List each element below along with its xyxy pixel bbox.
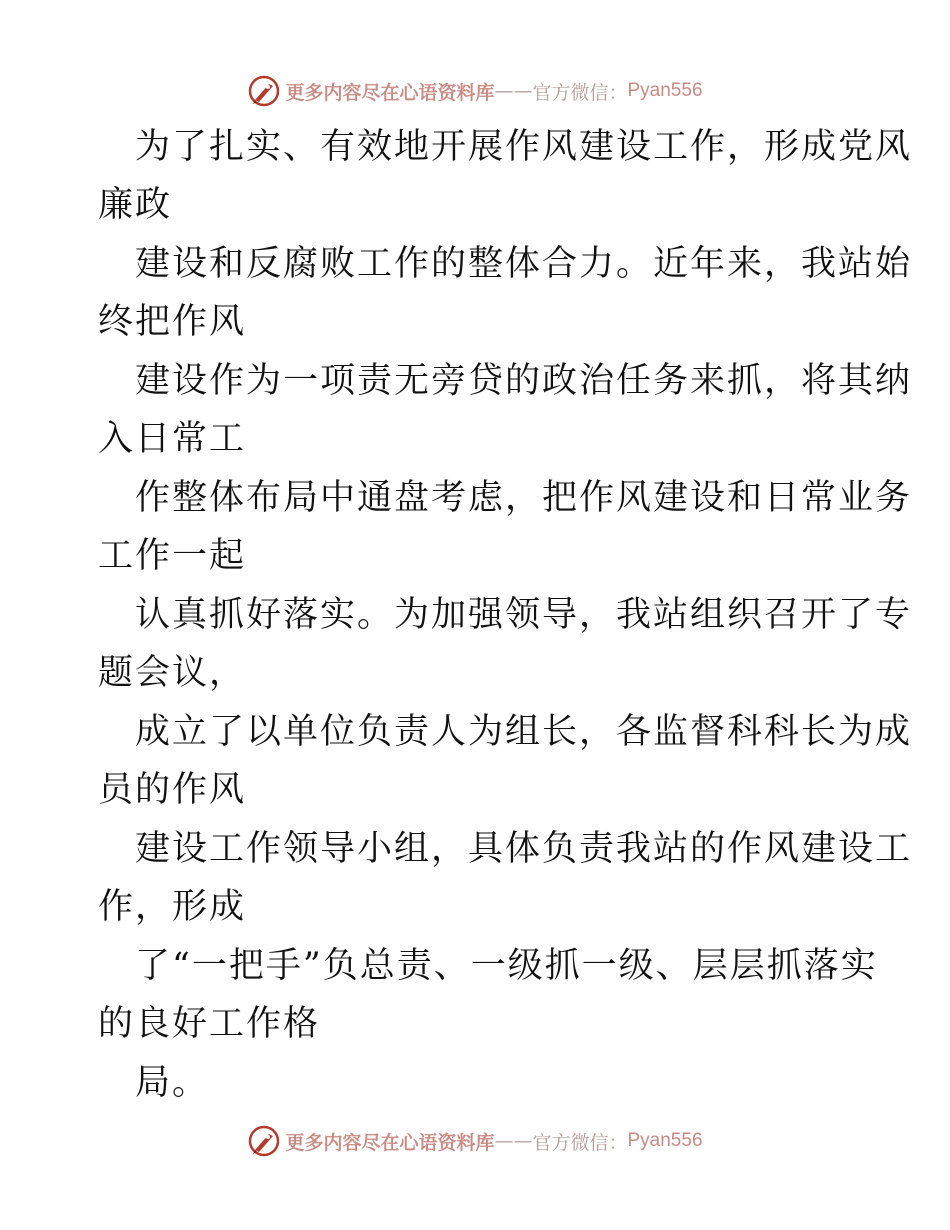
watermark-wechat-id: Pyan556 [627, 80, 703, 101]
watermark-brand: 更多内容尽在心语资料库 [285, 81, 495, 104]
paragraph-line: 建设工作领导小组，具体负责我站的作风建设工 [135, 829, 913, 869]
watermark-wechat-label: 官方微信： [532, 1131, 628, 1154]
paragraph-line: 建设作为一项责无旁贷的政治任务来抓，将其纳 [135, 361, 913, 401]
paragraph-line: 作，形成 [98, 887, 247, 927]
paragraph-line: 作整体布局中通盘考虑，把作风建设和日常业务 [135, 478, 913, 518]
watermark-brand: 更多内容尽在心语资料库 [285, 1131, 495, 1154]
paragraph-line: 终把作风 [98, 302, 247, 342]
paragraph-line: 员的作风 [98, 770, 247, 810]
paragraph-line: 的良好工作格 [98, 1004, 321, 1044]
pen-logo-icon [247, 1124, 281, 1158]
paragraph-line: 认真抓好落实。为加强领导，我站组织召开了专 [135, 595, 913, 635]
paragraph-line: 局。 [135, 1063, 210, 1103]
paragraph-line: 入日常工 [98, 419, 247, 459]
watermark-wechat-label: 官方微信： [532, 81, 628, 104]
watermark-dash: —— [494, 80, 533, 102]
paragraph-line: 为了扎实、有效地开展作风建设工作，形成党风 [135, 127, 913, 167]
watermark-dash: —— [494, 1130, 533, 1152]
watermark-wechat-id: Pyan556 [627, 1130, 703, 1151]
paragraph-line: 了“一把手”负总责、一级抓一级、层层抓落实 [135, 946, 878, 986]
paragraph-line: 工作一起 [98, 536, 247, 576]
paragraph-line: 题会议， [98, 653, 247, 693]
paragraph-line: 廉政 [98, 185, 173, 225]
footer-watermark [0, 1121, 950, 1161]
pen-logo-icon [247, 74, 281, 108]
paragraph-line: 建设和反腐败工作的整体合力。近年来，我站始 [135, 244, 913, 284]
paragraph-line: 成立了以单位负责人为组长，各监督科科长为成 [135, 712, 913, 752]
header-watermark [0, 71, 950, 111]
